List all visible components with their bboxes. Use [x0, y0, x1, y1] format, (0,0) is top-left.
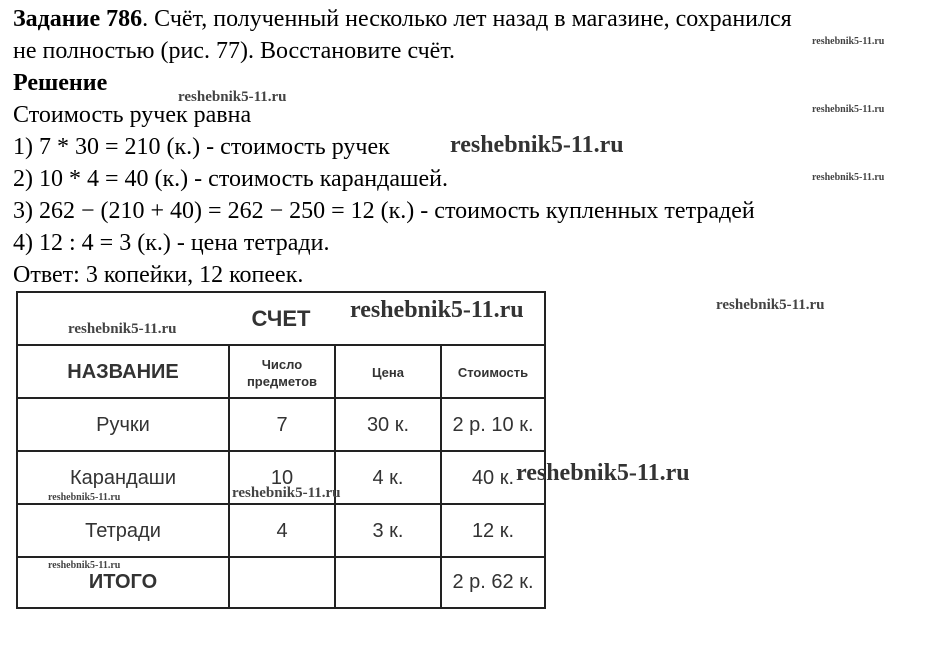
- item-cost: 40 к.: [440, 452, 544, 505]
- receipt-header-row: [18, 344, 544, 399]
- item-quantity: 4: [228, 505, 334, 558]
- task-statement: [13, 5, 792, 33]
- task-text-line-1: . Счёт, полученный несколько лет назад в магазине, сохранился: [142, 6, 792, 32]
- watermark: reshebnik5-11.ru: [48, 560, 121, 571]
- watermark: reshebnik5-11.ru: [450, 132, 624, 158]
- watermark: reshebnik5-11.ru: [812, 104, 885, 115]
- solution-heading: Решение: [13, 70, 108, 96]
- receipt-title: СЧЕТ: [251, 305, 311, 331]
- total-quantity: [228, 558, 334, 607]
- total-label: ИТОГО: [88, 571, 158, 593]
- item-name: Тетради: [85, 520, 161, 542]
- task-text-line-2: не полностью (рис. 77). Восстановите счёт.: [13, 38, 456, 64]
- solution-step-4: 4) 12 : 4 = 3 (к.) - цена тетради.: [13, 230, 330, 256]
- item-name: Ручки: [96, 414, 150, 436]
- item-quantity: 10: [228, 452, 334, 505]
- header-quantity-label: Число предметов: [246, 356, 318, 389]
- header-cost: Стоимость: [440, 346, 544, 399]
- item-cost: 12 к.: [440, 505, 544, 558]
- watermark: reshebnik5-11.ru: [232, 485, 341, 501]
- header-quantity: [228, 346, 334, 399]
- header-name: НАЗВАНИЕ: [67, 361, 179, 383]
- watermark: reshebnik5-11.ru: [812, 172, 885, 183]
- solution-step-1: 1) 7 * 30 = 210 (к.) - стоимость ручек: [13, 134, 390, 160]
- total-price: [334, 558, 440, 607]
- watermark: reshebnik5-11.ru: [48, 492, 121, 503]
- watermark: reshebnik5-11.ru: [516, 460, 690, 486]
- item-cost: 2 р. 10 к.: [440, 399, 544, 452]
- solution-answer: Ответ: 3 копейки, 12 копеек.: [13, 262, 304, 288]
- item-price: 30 к.: [334, 399, 440, 452]
- table-row: [18, 397, 544, 452]
- task-title: Задание 786: [13, 6, 143, 32]
- solution-step-2: 2) 10 * 4 = 40 (к.) - стоимость карандашей.: [13, 166, 448, 192]
- table-row: [18, 503, 544, 558]
- item-price: 3 к.: [334, 505, 440, 558]
- watermark: reshebnik5-11.ru: [68, 321, 177, 337]
- item-quantity: 7: [228, 399, 334, 452]
- watermark: reshebnik5-11.ru: [178, 89, 287, 105]
- item-name: Карандаши: [69, 467, 177, 489]
- solution-intro: Стоимость ручек равна: [13, 102, 252, 128]
- watermark: reshebnik5-11.ru: [716, 297, 825, 313]
- header-price: Цена: [334, 346, 440, 399]
- item-price: 4 к.: [334, 452, 440, 505]
- total-cost: 2 р. 62 к.: [440, 558, 544, 607]
- watermark: reshebnik5-11.ru: [812, 36, 885, 47]
- watermark: reshebnik5-11.ru: [350, 297, 524, 323]
- solution-step-3: 3) 262 − (210 + 40) = 262 − 250 = 12 (к.) - стоимость купленных тетрадей: [13, 198, 755, 224]
